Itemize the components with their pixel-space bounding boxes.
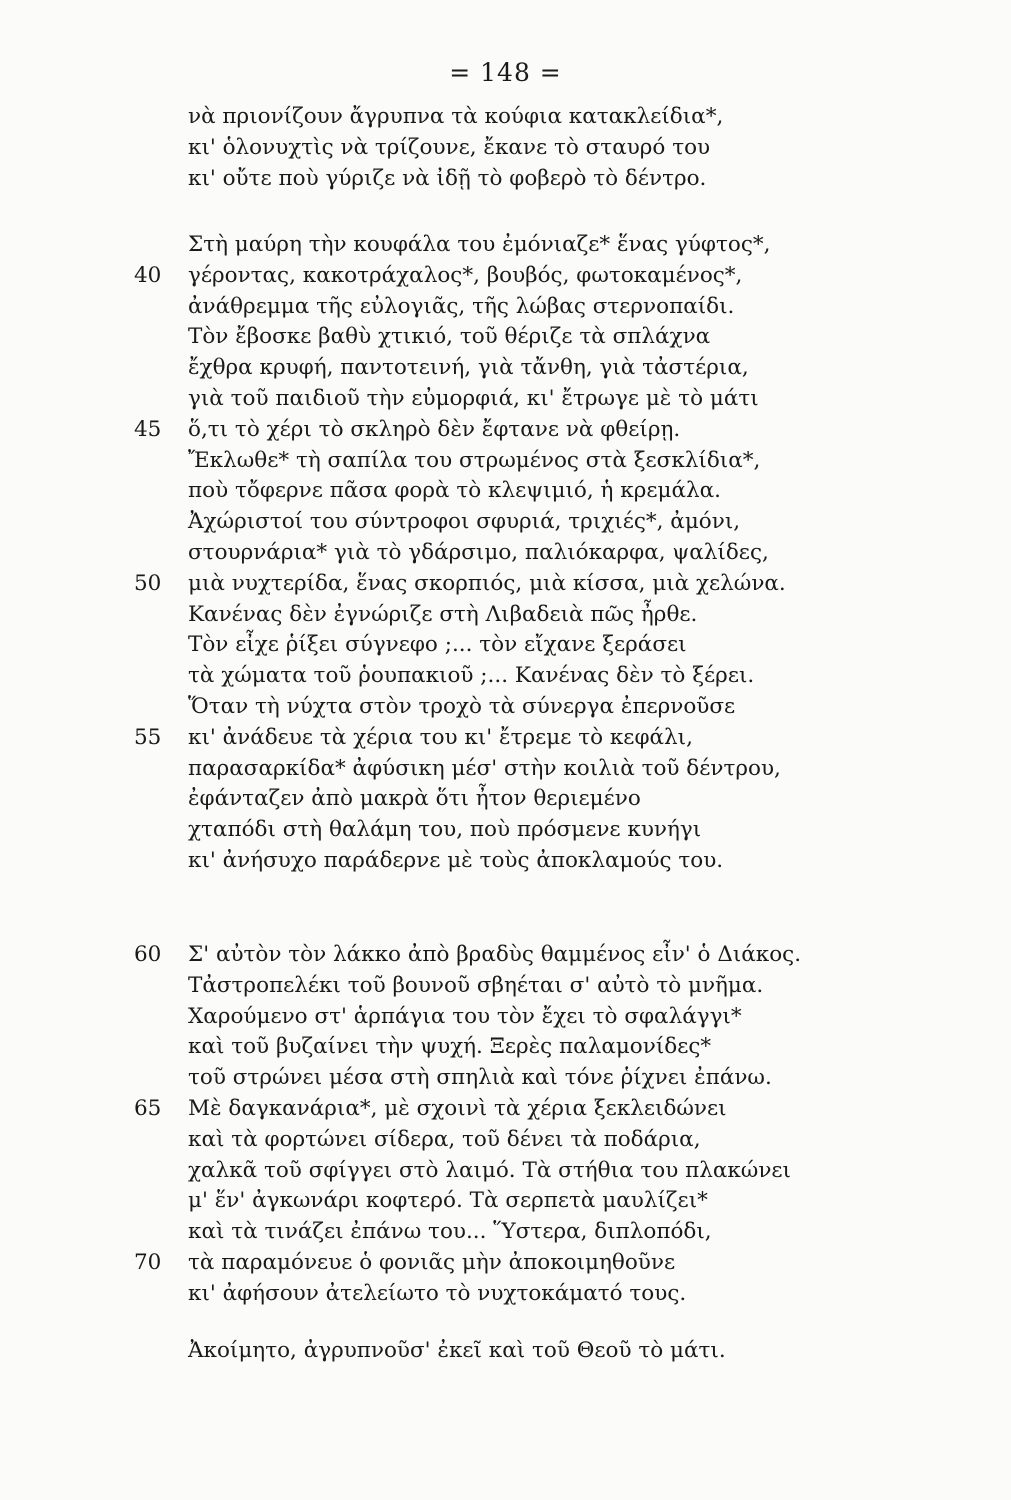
verse-line [0, 538, 1011, 569]
verse-text: κι' ἀφήσουν ἀτελείωτο τὸ νυχτοκάματό τους. [188, 1280, 687, 1306]
verse-text: Χαρούμενο στ' ἁρπάγια του τὸν ἔχει τὸ σφαλάγγι* [188, 1003, 742, 1029]
verse-text: ὅ,τι τὸ χέρι τὸ σκληρὸ δὲν ἔφτανε νὰ φθείρῃ. [188, 416, 681, 442]
verse-text: Ὅταν τὴ νύχτα στὸν τροχὸ τὰ σύνεργα ἐπερνοῦσε [188, 693, 736, 719]
verse-line [0, 322, 1011, 353]
verse-line [0, 415, 1011, 446]
verse-line [0, 384, 1011, 415]
verse-text: ἀνάθρεμμα τῆς εὐλογιᾶς, τῆς λώβας στερνοπαίδι. [188, 293, 735, 319]
verse-text: παρασαρκίδα* ἀφύσικη μέσ' στὴν κοιλιὰ τοῦ δέντρου, [188, 755, 781, 781]
verse-line [0, 476, 1011, 507]
verse-text: κι' οὔτε ποὺ γύριζε νὰ ἰδῇ τὸ φοβερὸ τὸ δέντρο. [188, 165, 707, 191]
verse-text: Τὸν ἔβοσκε βαθὺ χτικιό, τοῦ θέριζε τὰ σπλάχνα [188, 324, 711, 350]
verse-text: καὶ τοῦ βυζαίνει τὴν ψυχή. Ξερὲς παλαμονίδες* [188, 1034, 712, 1060]
verse-text: γιὰ τοῦ παιδιοῦ τὴν εὐμορφιά, κι' ἔτρωγε μὲ τὸ μάτι [188, 385, 759, 411]
page-number: = 148 = [449, 58, 562, 87]
verse-line [0, 754, 1011, 785]
line-number: 70 [134, 1249, 162, 1275]
verse-line [0, 261, 1011, 292]
line-number: 40 [134, 262, 162, 288]
verse-text: τοῦ στρώνει μέσα στὴ σπηλιὰ καὶ τόνε ῥίχνει ἐπάνω. [188, 1065, 772, 1091]
verse-line [0, 1063, 1011, 1094]
verse-line [0, 630, 1011, 661]
verse-line [0, 1125, 1011, 1156]
line-number: 65 [134, 1095, 162, 1121]
verse-line [0, 815, 1011, 846]
stanza-1 [0, 102, 1011, 194]
verse-text: καὶ τὰ τινάζει ἐπάνω του... Ὕστερα, διπλοπόδι, [188, 1219, 712, 1245]
verse-line [0, 846, 1011, 877]
verse-line [0, 569, 1011, 600]
verse-line [0, 133, 1011, 164]
verse-line [0, 1002, 1011, 1033]
verse-text: Μὲ δαγκανάρια*, μὲ σχοινὶ τὰ χέρια ξεκλειδώνει [188, 1095, 727, 1121]
verse-line [0, 1186, 1011, 1217]
line-number: 60 [134, 942, 162, 967]
verse-text: Κανένας δὲν ἐγνώριζε στὴ Λιβαδειὰ πῶς ἦρθε. [188, 601, 698, 627]
verse-text: κι' ἀνάδευε τὰ χέρια του κι' ἔτρεμε τὸ κεφάλι, [188, 724, 693, 750]
verse-text: χταπόδι στὴ θαλάμη του, ποὺ πρόσμενε κυνήγι [188, 817, 702, 843]
verse-text: κι' ὁλονυχτὶς νὰ τρίζουνε, ἔκανε τὸ σταυρό του [188, 134, 711, 160]
verse-line [0, 600, 1011, 631]
verse-line [0, 102, 1011, 133]
stanza-2 [0, 230, 1011, 877]
verse-text: Τἀστροπελέκι τοῦ βουνοῦ σβηέται σ' αὐτὸ τὸ μνῆμα. [188, 972, 764, 998]
verse-line [0, 1032, 1011, 1063]
verse-text: Τὸν εἶχε ῥίξει σύγνεφο ;... τὸν εἴχανε ξεράσει [188, 632, 687, 658]
verse-line [0, 723, 1011, 754]
closing-verse: Ἀκοίμητο, ἀγρυπνοῦσ' ἐκεῖ καὶ τοῦ Θεοῦ τὸ μάτι. [188, 1338, 726, 1363]
line-number: 50 [134, 570, 162, 596]
verse-text: στουρνάρια* γιὰ τὸ γδάρσιμο, παλιόκαρφα, ψαλίδες, [188, 539, 769, 565]
verse-text: ποὺ τὄφερνε πᾶσα φορὰ τὸ κλεψιμιό, ἡ κρεμάλα. [188, 478, 721, 504]
verse-line [0, 353, 1011, 384]
verse-text: Ἔκλωθε* τὴ σαπίλα του στρωμένος στὰ ξεσκλίδια*, [188, 447, 761, 473]
verse-line [0, 164, 1011, 195]
verse-text: μ' ἕν' ἀγκωνάρι κοφτερό. Τὰ σερπετὰ μαυλίζει* [188, 1188, 708, 1214]
verse-line [0, 1156, 1011, 1187]
verse-line [0, 1094, 1011, 1125]
verse-line [0, 507, 1011, 538]
verse-line [0, 1217, 1011, 1248]
verse-line [0, 446, 1011, 477]
verse-line [0, 1279, 1011, 1310]
verse-text: νὰ πριονίζουν ἄγρυπνα τὰ κούφια κατακλείδια*, [188, 104, 724, 129]
verse-line [0, 971, 1011, 1002]
verse-text: γέροντας, κακοτράχαλος*, βουβός, φωτοκαμένος*, [188, 262, 743, 288]
verse-text: χαλκᾶ τοῦ σφίγγει στὸ λαιμό. Τὰ στήθια του πλακώνει [188, 1157, 791, 1183]
verse-text: Ἀχώριστοί του σύντροφοι σφυριά, τριχιές*, ἀμόνι, [188, 509, 741, 535]
verse-line [0, 1248, 1011, 1279]
verse-line [0, 661, 1011, 692]
verse-line [0, 940, 1011, 971]
verse-text: Σ' αὐτὸν τὸν λάκκο ἀπὸ βραδὺς θαμμένος εἶν' ὁ Διάκος. [188, 942, 802, 967]
line-number: 45 [134, 416, 162, 442]
verse-text: ἔχθρα κρυφή, παντοτεινή, γιὰ τἄνθη, γιὰ τἀστέρια, [188, 355, 749, 381]
verse-text: τὰ χώματα τοῦ ῥουπακιοῦ ;... Κανένας δὲν τὸ ξέρει. [188, 663, 755, 689]
verse-text: Στὴ μαύρη τὴν κουφάλα του ἐμόνιαζε* ἕνας γύφτος*, [188, 232, 771, 257]
verse-text: καὶ τὰ φορτώνει σίδερα, τοῦ δένει τὰ ποδάρια, [188, 1126, 701, 1152]
stanza-3 [0, 940, 1011, 1310]
verse-line [0, 230, 1011, 261]
line-number: 55 [134, 724, 162, 750]
verse-text: ἐφάνταζεν ἀπὸ μακρὰ ὅτι ἦτον θεριεμένο [188, 786, 641, 812]
verse-line [0, 784, 1011, 815]
verse-text: κι' ἀνήσυχο παράδερνε μὲ τοὺς ἀποκλαμούς του. [188, 847, 724, 873]
verse-line [0, 292, 1011, 323]
verse-text: μιὰ νυχτερίδα, ἕνας σκορπιός, μιὰ κίσσα, μιὰ χελώνα. [188, 570, 786, 596]
verse-line [0, 692, 1011, 723]
verse-text: τὰ παραμόνευε ὁ φονιᾶς μὴν ἀποκοιμηθοῦνε [188, 1249, 676, 1275]
